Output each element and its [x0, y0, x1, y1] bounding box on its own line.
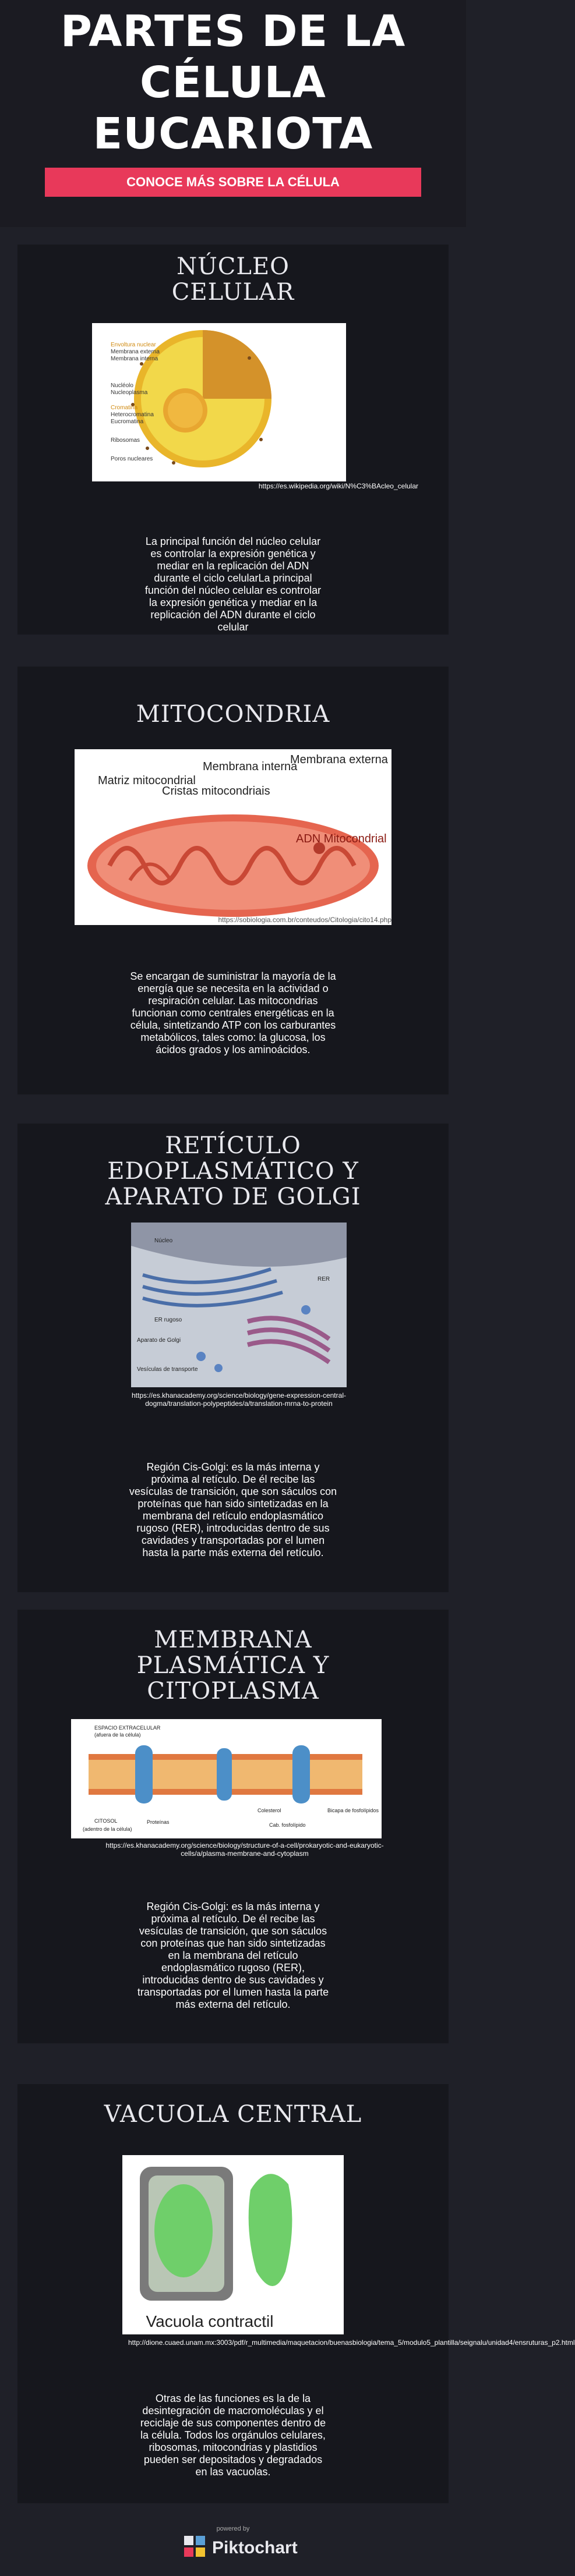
- section-title-line: CITOPLASMA: [147, 1678, 319, 1705]
- image-caption: https://sobiologia.com.br/conteudos/Citologia/cito14.php: [218, 916, 391, 924]
- page-title: [0, 6, 466, 160]
- section-title: [17, 2102, 449, 2127]
- section-title-line: VACUOLA CENTRAL: [104, 2101, 362, 2128]
- nucleus-image: [92, 323, 346, 481]
- label: Poros nucleares: [111, 456, 153, 462]
- section-text: La principal función del núcleo celular es controlar la expresión genética y mediar en la replicación del ADN durante el ciclo celularLa principal función del núcleo celular es controlar la expresión genética y mediar en la replicación del ADN durante el ciclo celular: [144, 536, 322, 633]
- powered-by-text: powered by: [216, 2525, 250, 2532]
- section-title: [17, 701, 449, 727]
- label: Ribosomas: [111, 437, 140, 444]
- image-caption: http://dione.cuaed.unam.mx:3003/pdf/r_multimedia/maquetacion/buenasbiologia/tema_5/modulo5_plantilla/seignalu/unidad4/ensruturas_p2.html: [128, 2338, 575, 2347]
- label: Aparato de Golgi: [137, 1337, 181, 1344]
- title-line-3: EUCARIOTA: [93, 109, 373, 159]
- label: Membrana externa: [290, 753, 388, 766]
- label: Cristas mitocondriais: [162, 785, 270, 798]
- piktochart-icon: [182, 2534, 209, 2559]
- golgi-image: [131, 1223, 347, 1387]
- section-text: Se encargan de suministrar la mayoría de la energía que se necesita en la actividad o respiración celular. Las mitocondrias funcionan como centrales energéticas en la célula, sintetizando ATP con los carburantes metabólicos, tales como: la glucosa, los ácidos grados y los aminoácidos.: [130, 970, 336, 1055]
- section-mitocondria: [17, 667, 449, 1094]
- label: (adentro de la célula): [83, 1826, 132, 1832]
- label: Eucromatina: [111, 419, 144, 425]
- label: Nucleoplasma: [111, 389, 148, 396]
- label: ER rugoso: [154, 1317, 182, 1323]
- label: Cromatina: [111, 405, 138, 411]
- label: Nucléolo: [111, 382, 133, 389]
- label: Membrana externa: [111, 349, 160, 355]
- label: Membrana interna: [111, 356, 158, 362]
- label: (afuera de la célula): [94, 1732, 141, 1738]
- section-text: Otras de las funciones es la de la desintegración de macromoléculas y el reciclaje de sus componentes dentro de la célula. Todos los orgánulos celulares, ribosomas, mitocondrias y plastidios pueden ser depositados y degradados en las vacuolas.: [140, 2393, 326, 2478]
- section-nucleo: [17, 245, 449, 635]
- section-text: Región Cis-Golgi: es la más interna y próxima al retículo. De él recibe las vesículas de transición, que son sáculos con proteínas que han sido sintetizadas en la membrana del retículo endoplasmático rugoso (RER), introducidas dentro de sus cavidades y transportadas por el lumen hasta la parte más externa del retículo.: [137, 1901, 329, 2010]
- section-title-line: RETÍCULO: [165, 1132, 301, 1159]
- image-caption: https://es.khanacademy.org/science/biology/gene-expression-central-dogma/translation-polypeptides/a/translation-mrna-to-protein: [132, 1391, 346, 1408]
- section-title-line: CELULAR: [171, 279, 295, 306]
- section-title-line: NÚCLEO: [177, 253, 290, 280]
- section-title-line: APARATO DE GOLGI: [105, 1184, 361, 1210]
- label: Envoltura nuclear: [111, 342, 156, 348]
- mitochondria-image: [75, 749, 391, 925]
- subtitle-banner: CONOCE MÁS SOBRE LA CÉLULA: [45, 168, 421, 197]
- label: Proteínas: [147, 1819, 170, 1825]
- section-title-line: EDOPLASMÁTICO Y: [107, 1158, 359, 1185]
- section-membrana: [17, 1610, 449, 2043]
- piktochart-logo[interactable]: [182, 2534, 298, 2563]
- section-title-line: MITOCONDRIA: [136, 701, 330, 728]
- label: ESPACIO EXTRACELULAR: [94, 1725, 161, 1731]
- section-title: [17, 1133, 449, 1210]
- label: Matriz mitocondrial: [98, 774, 196, 787]
- membrane-image: [71, 1719, 382, 1838]
- section-title: [17, 254, 449, 305]
- label: Bicapa de fosfolípidos: [327, 1808, 379, 1813]
- label: Vacuola contractil: [146, 2312, 274, 2330]
- vacuole-image: [122, 2155, 344, 2334]
- label: RER: [318, 1276, 330, 1282]
- section-title-line: MEMBRANA: [154, 1627, 312, 1653]
- label: Cab. fosfolípido: [269, 1822, 306, 1828]
- label: Núcleo: [154, 1238, 173, 1244]
- label: Membrana interna: [203, 760, 298, 773]
- section-vacuola: [17, 2084, 575, 2503]
- label: Heterocromatina: [111, 412, 154, 418]
- label: Colesterol: [257, 1808, 281, 1813]
- section-reticulo: [17, 1124, 449, 1592]
- brand-name: Piktochart: [212, 2538, 298, 2557]
- label: Vesículas de transporte: [137, 1366, 198, 1373]
- section-title: [17, 1627, 449, 1704]
- title-line-1: PARTES DE LA: [60, 6, 406, 56]
- section-text: Región Cis-Golgi: es la más interna y próxima al retículo. De él recibe las vesículas de transición, que son sáculos con proteínas que han sido sintetizadas en la membrana del retículo endoplasmático rugoso (RER), introducidas dentro de sus cavidades y transportadas por el lumen hasta la parte más externa del retículo.: [129, 1461, 337, 1558]
- label: ADN Mitocondrial: [296, 832, 387, 845]
- section-title-line: PLASMÁTICA Y: [136, 1652, 330, 1679]
- label: CITOSOL: [94, 1818, 118, 1824]
- image-caption: https://es.khanacademy.org/science/biology/structure-of-a-cell/prokaryotic-and-eukaryotic-cells/a/plasma-membrane-and-cytoplasm: [105, 1841, 384, 1858]
- title-line-2: CÉLULA: [140, 58, 326, 108]
- image-caption: https://es.wikipedia.org/wiki/N%C3%BAcleo_celular: [258, 482, 418, 490]
